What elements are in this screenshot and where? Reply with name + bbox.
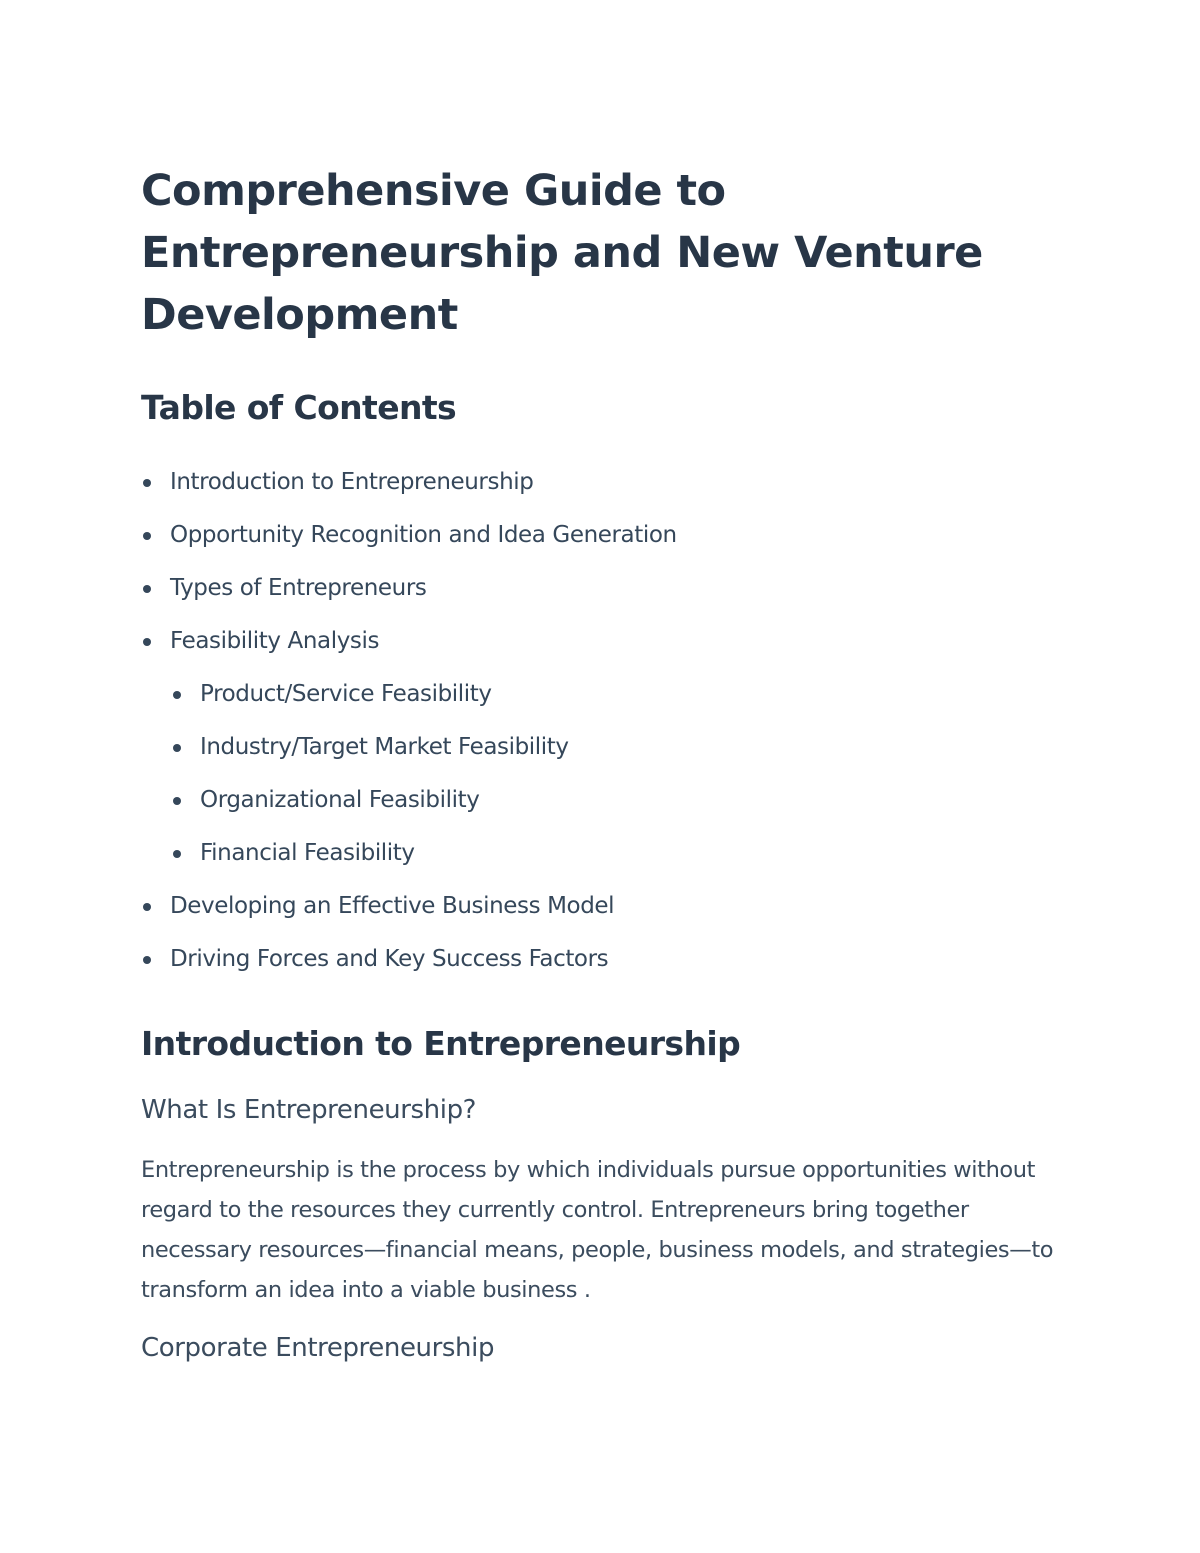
toc-heading: Table of Contents	[141, 388, 457, 427]
toc-item-opportunity-recognition[interactable]	[141, 509, 1071, 562]
paragraph-what-is-entrepreneurship: Entrepreneurship is the process by which individuals pursue opportunities without regard to the resources they currently control. Entrepreneurs bring together necessary resources—financial means, people, business models, and strategies—to transform an idea into a viable business .	[141, 1157, 1054, 1303]
bullet-icon	[143, 903, 151, 911]
toc-list	[141, 456, 1071, 986]
bullet-icon	[143, 532, 151, 540]
toc-item-label: Driving Forces and Key Success Factors	[170, 946, 609, 972]
bullet-icon	[143, 638, 151, 646]
toc-item-types-of-entrepreneurs[interactable]	[141, 562, 1071, 615]
toc-item-business-model[interactable]	[141, 880, 1071, 933]
toc-item-feasibility-analysis[interactable]	[141, 615, 1071, 668]
toc-subitem-product-service[interactable]	[141, 668, 1071, 721]
bullet-icon	[173, 691, 181, 699]
toc-item-introduction[interactable]	[141, 456, 1071, 509]
toc-item-label: Organizational Feasibility	[200, 787, 480, 813]
section-heading-introduction: Introduction to Entrepreneurship	[141, 1024, 741, 1063]
toc-item-label: Product/Service Feasibility	[200, 681, 492, 707]
toc-subitem-organizational[interactable]	[141, 774, 1071, 827]
toc-item-label: Opportunity Recognition and Idea Generation	[170, 522, 677, 548]
toc-subitem-industry-market[interactable]	[141, 721, 1071, 774]
toc-item-label: Types of Entrepreneurs	[170, 575, 427, 601]
subheading-corporate-entrepreneurship: Corporate Entrepreneurship	[141, 1333, 495, 1363]
bullet-icon	[143, 479, 151, 487]
bullet-icon	[173, 797, 181, 805]
toc-item-label: Financial Feasibility	[200, 840, 415, 866]
document-page	[141, 160, 1071, 1366]
toc-item-label: Feasibility Analysis	[170, 628, 380, 654]
bullet-icon	[143, 585, 151, 593]
toc-item-driving-forces[interactable]	[141, 933, 1071, 986]
toc-subitem-financial[interactable]	[141, 827, 1071, 880]
document-title: Comprehensive Guide to Entrepreneurship and New Venture Development	[141, 166, 983, 340]
bullet-icon	[173, 850, 181, 858]
bullet-icon	[173, 744, 181, 752]
bullet-icon	[143, 956, 151, 964]
toc-item-label: Industry/Target Market Feasibility	[200, 734, 569, 760]
subheading-what-is-entrepreneurship: What Is Entrepreneurship?	[141, 1095, 477, 1125]
toc-item-label: Introduction to Entrepreneurship	[170, 469, 534, 495]
toc-item-label: Developing an Effective Business Model	[170, 893, 615, 919]
